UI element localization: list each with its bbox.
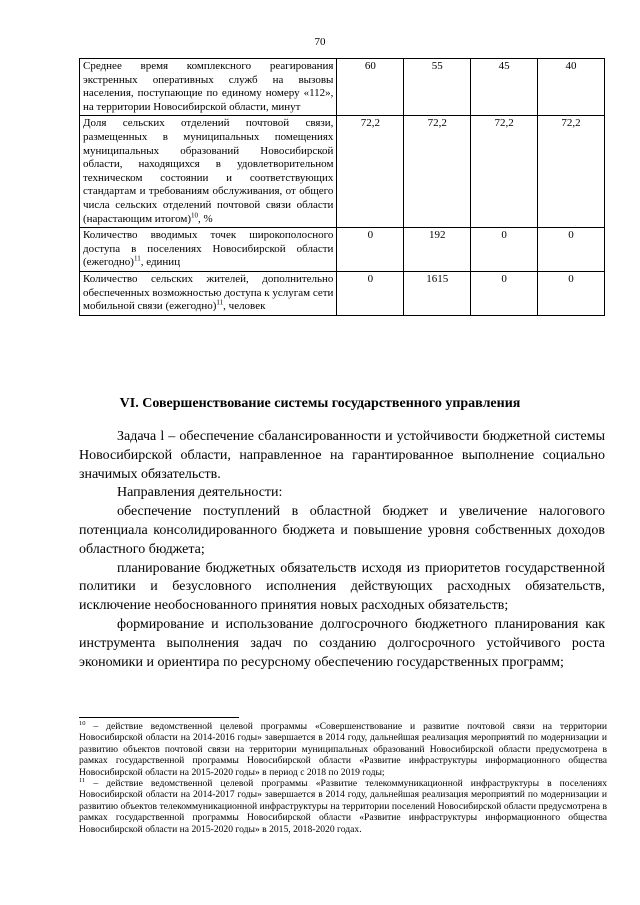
table-row (80, 59, 605, 116)
table-row (80, 271, 605, 315)
footnote-ref: 11 (133, 254, 141, 263)
indicator-value: 192 (404, 228, 471, 272)
paragraph: формирование и использование долгосрочного бюджетного планирования как инструмента выполнения задач по созданию долгосрочного устойчивого роста экономики и ориентира по ресурсному обеспечению государственных программ; (79, 616, 605, 670)
indicator-value: 0 (337, 271, 404, 315)
page-number: 70 (314, 36, 326, 48)
indicator-value: 60 (337, 59, 404, 116)
footnotes (79, 721, 607, 835)
body-text (79, 428, 605, 672)
table-row (80, 116, 605, 228)
footnote-divider (79, 717, 239, 718)
table-row (80, 228, 605, 272)
indicator-value: 72,2 (337, 116, 404, 228)
indicator-value: 0 (337, 228, 404, 272)
indicator-name: Количество сельских жителей, дополнительно обеспеченных возможностью доступа к услугам сети мобильной связи (ежегодно)$^{11}$, человек (80, 271, 337, 315)
indicator-value: 0 (471, 271, 538, 315)
indicator-value: 72,2 (404, 116, 471, 228)
indicator-value: 1615 (404, 271, 471, 315)
indicator-name: Среднее время комплексного реагирования экстренных оперативных служб на вызовы населения, поступающие по единому номеру «112», на территории Новосибирской области, минут (80, 59, 337, 116)
indicator-value: 45 (471, 59, 538, 116)
indicator-value: 0 (538, 228, 605, 272)
footnote-mark: 11 (79, 776, 86, 784)
footnote-ref: 11 (216, 298, 224, 307)
paragraph: планирование бюджетных обязательств исходя из приоритетов государственной политики и безусловного исполнения действующих расходных обязательств, исключение необоснованного принятия новых расходных обязательств; (79, 560, 605, 614)
footnote: $^{10}$ – действие ведомственной целевой программы «Совершенствование и развитие почтовой связи на территории Новосибирской области на 2014-2016 годы» завершается в 2014 году, дальнейшая реализация мероприятий по модернизации и развитию объектов почтовой связи на территории муниципальных образований Новосибирской области предусмотрена в рамках государственной программы Новосибирской области «Развитие инфраструктуры информационного общества Новосибирской области на 2015-2020 годы» в период с 2018 по 2019 годы; (79, 719, 607, 778)
indicator-value: 0 (471, 228, 538, 272)
paragraph: Задача l – обеспечение сбалансированности и устойчивости бюджетной системы Новосибирской области, направленное на гарантированное выполнение социально значимых обязательств. (79, 429, 605, 482)
footnote-mark: 10 (79, 719, 86, 727)
section-title: VI. Совершенствование системы государственного управления (119, 396, 521, 411)
paragraph: Направления деятельности: (117, 485, 283, 501)
indicator-value: 72,2 (471, 116, 538, 228)
indicator-value: 55 (404, 59, 471, 116)
paragraph: обеспечение поступлений в областной бюджет и увеличение налогового потенциала консолидированного бюджета и повышение уровня собственных доходов областного бюджета; (79, 504, 605, 557)
indicators-table (79, 58, 605, 316)
indicator-name: Доля сельских отделений почтовой связи, размещенных в муниципальных помещениях муниципальных образований Новосибирской области, находящихся в удовлетворительном техническом состоянии и соответствующих стандартам и требованиям обслуживания, от общего числа сельских отделений почтовой связи области (нарастающим итогом)$^{10}$, % (80, 116, 337, 228)
footnote-ref: 10 (191, 210, 199, 219)
footnote: $^{11}$ – действие ведомственной целевой программы «Развитие телекоммуникационной инфраструктуры в поселениях Новосибирской области на 2014-2017 годы» завершается в 2014 году, дальнейшая реализация мероприятий по модернизации и развитию объектов телекоммуникационной инфраструктуры на территории поселений Новосибирской области предусмотрена в рамках государственной программы Новосибирской области «Развитие инфраструктуры информационного общества Новосибирской области на 2015-2020 годы» в 2015, 2018-2020 годах. (79, 776, 607, 835)
indicator-value: 72,2 (538, 116, 605, 228)
indicator-value: 0 (538, 271, 605, 315)
indicator-value: 40 (538, 59, 605, 116)
indicator-name: Количество вводимых точек широкополосного доступа в поселениях Новосибирской области (ежегодно)$^{11}$, единиц (80, 228, 337, 272)
